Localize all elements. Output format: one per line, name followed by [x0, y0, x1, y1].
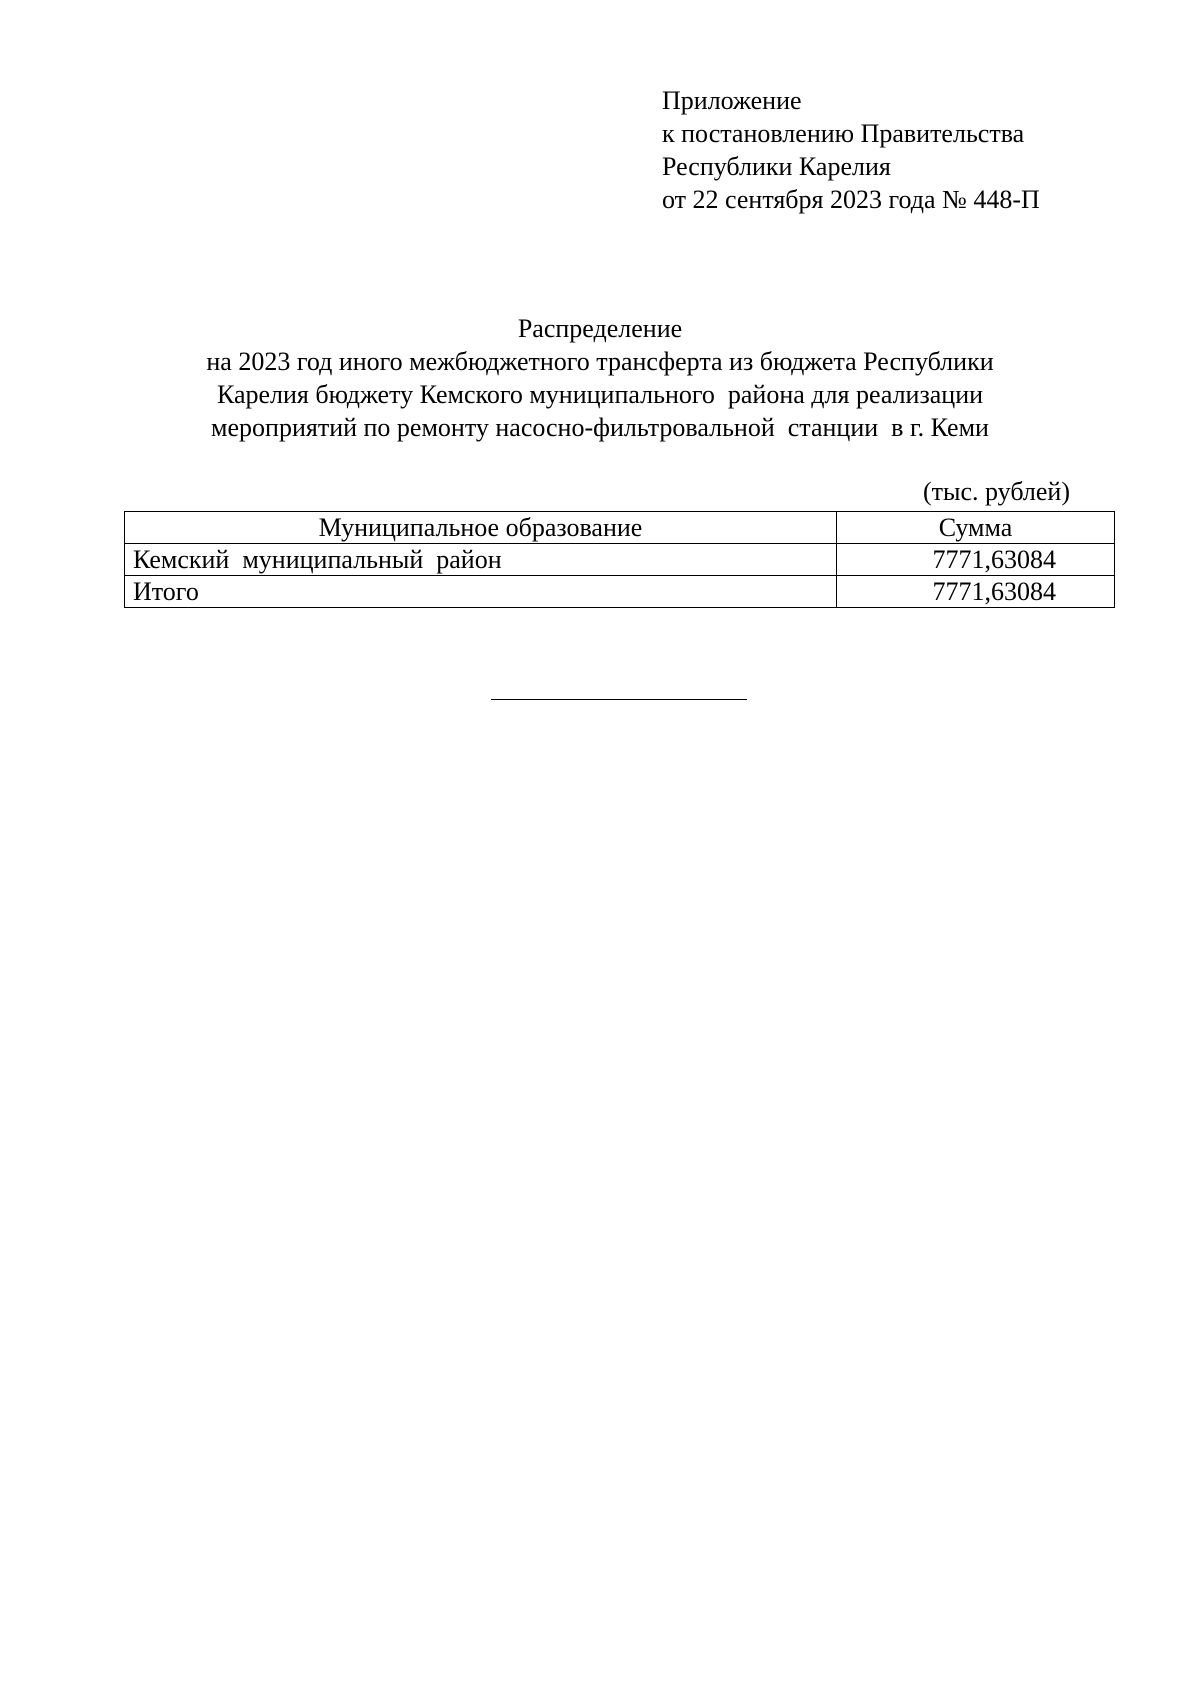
distribution-table: [124, 511, 1115, 608]
appendix-line: Республики Карелия: [662, 152, 891, 181]
title-line: Карелия бюджету Кемского муниципального района для реализации: [216, 380, 984, 409]
title-line: на 2023 год иного межбюджетного трансферта из бюджета Республики: [206, 347, 994, 376]
title-line: мероприятий по ремонту насосно-фильтровальной станции в г. Кеми: [211, 413, 989, 442]
table-header-row: [125, 512, 1115, 544]
cell-total-label: Итого: [125, 576, 837, 608]
appendix-reference: [662, 84, 1142, 216]
cell-sum: 7771,63084: [837, 544, 1115, 576]
table-row: [125, 544, 1115, 576]
cell-total-sum: 7771,63084: [837, 576, 1115, 608]
title-line: Распределение: [517, 314, 683, 343]
document-title: [100, 312, 1100, 444]
appendix-line: от 22 сентября 2023 года № 448-П: [662, 185, 1040, 214]
appendix-line: к постановлению Правительства: [662, 119, 1025, 148]
closing-divider: [491, 699, 747, 700]
header-municipality: Муниципальное образование: [125, 512, 837, 544]
table-row-total: [125, 576, 1115, 608]
cell-municipality: Кемский муниципальный район: [125, 544, 837, 576]
header-sum: Сумма: [837, 512, 1115, 544]
units-label: (тыс. рублей): [922, 477, 1070, 506]
appendix-line: Приложение: [662, 86, 802, 115]
